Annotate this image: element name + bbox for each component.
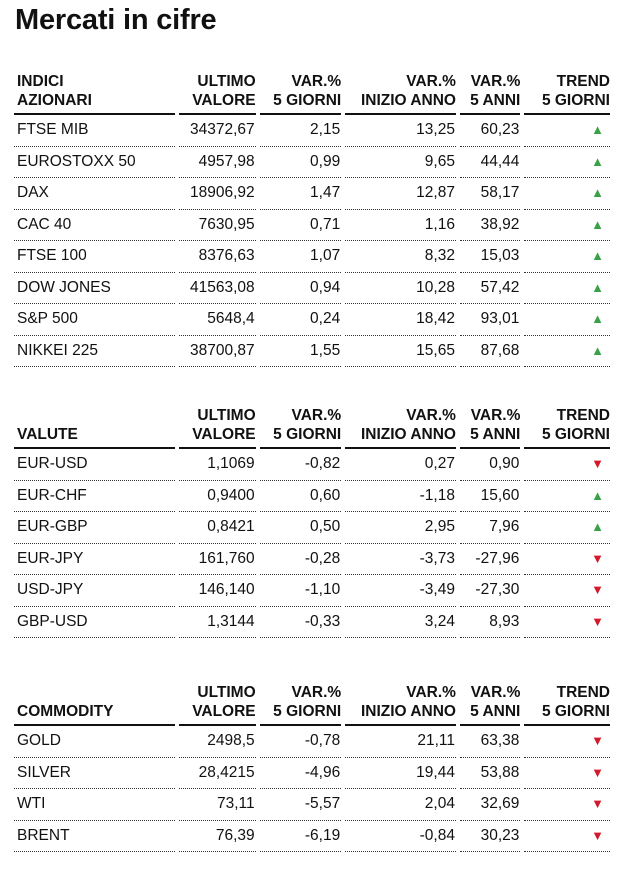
cell-varanno: 21,11 — [345, 726, 456, 758]
cell-trend — [524, 544, 610, 576]
table-row — [14, 726, 610, 758]
trend-up-icon: ▲ — [591, 487, 604, 503]
row-name: GBP-USD — [14, 607, 175, 639]
cell-varanno: 1,16 — [345, 210, 456, 242]
column-header-line: ULTIMO — [197, 73, 256, 90]
table-row — [14, 449, 610, 481]
cell-varanno: 18,42 — [345, 304, 456, 336]
cell-ultimo: 5648,4 — [179, 304, 256, 336]
column-header-line: VAR.% — [470, 407, 521, 424]
column-header-line: INIZIO ANNO — [360, 92, 456, 109]
column-header-line: VAR.% — [291, 684, 342, 701]
cell-trend — [524, 210, 610, 242]
cell-trend — [524, 336, 610, 368]
column-header-line: 5 GIORNI — [273, 426, 342, 443]
column-header-line: VALORE — [192, 92, 256, 109]
cell-var5g: -6,19 — [260, 821, 342, 853]
cell-varanno: 3,24 — [345, 607, 456, 639]
column-header-line: VALORE — [192, 426, 256, 443]
cell-var5a: 53,88 — [460, 758, 520, 790]
row-name: EUR-USD — [14, 449, 175, 481]
cell-varanno: -3,73 — [345, 544, 456, 576]
cell-var5g: 0,50 — [260, 512, 342, 544]
column-header-ultimo — [179, 72, 256, 115]
section-commodity — [14, 683, 610, 852]
cell-var5g: 1,07 — [260, 241, 342, 273]
column-header-var5g — [260, 406, 342, 449]
cell-ultimo: 38700,87 — [179, 336, 256, 368]
cell-var5a: -27,30 — [460, 575, 520, 607]
column-header-line: 5 GIORNI — [273, 92, 342, 109]
column-header-line: TREND — [556, 684, 610, 701]
column-header-varanno — [345, 406, 456, 449]
cell-var5g: 0,94 — [260, 273, 342, 305]
cell-ultimo: 1,1069 — [179, 449, 256, 481]
row-name: EUR-JPY — [14, 544, 175, 576]
table-row — [14, 147, 610, 179]
cell-var5a: 7,96 — [460, 512, 520, 544]
table-row — [14, 115, 610, 147]
cell-var5g: -1,10 — [260, 575, 342, 607]
trend-down-icon: ▼ — [591, 764, 604, 780]
row-name: EUROSTOXX 50 — [14, 147, 175, 179]
row-name: CAC 40 — [14, 210, 175, 242]
cell-ultimo: 0,8421 — [179, 512, 256, 544]
cell-var5g: 0,24 — [260, 304, 342, 336]
cell-ultimo: 1,3144 — [179, 607, 256, 639]
column-header-line: 5 GIORNI — [541, 703, 610, 720]
cell-var5a: 15,60 — [460, 481, 520, 513]
cell-trend — [524, 481, 610, 513]
cell-trend — [524, 304, 610, 336]
trend-up-icon: ▲ — [591, 216, 604, 232]
cell-var5a: 58,17 — [460, 178, 520, 210]
cell-ultimo: 34372,67 — [179, 115, 256, 147]
column-header-line: 5 GIORNI — [541, 92, 610, 109]
column-header-line: VAR.% — [406, 407, 456, 424]
section-title-line: COMMODITY — [17, 703, 114, 720]
column-header-varanno — [345, 72, 456, 115]
trend-down-icon: ▼ — [591, 613, 604, 629]
cell-varanno: 2,95 — [345, 512, 456, 544]
column-header-line: ULTIMO — [197, 407, 256, 424]
cell-varanno: 0,27 — [345, 449, 456, 481]
column-header-varanno — [345, 683, 456, 726]
section-title — [14, 406, 175, 449]
row-name: GOLD — [14, 726, 175, 758]
table-row — [14, 178, 610, 210]
section-title-line: INDICI — [17, 73, 64, 90]
column-header-line: VAR.% — [406, 684, 456, 701]
column-header-trend — [524, 683, 610, 726]
column-header-var5a — [460, 683, 520, 726]
cell-varanno: 9,65 — [345, 147, 456, 179]
cell-var5g: 1,47 — [260, 178, 342, 210]
cell-ultimo: 146,140 — [179, 575, 256, 607]
cell-var5a: 87,68 — [460, 336, 520, 368]
cell-ultimo: 0,9400 — [179, 481, 256, 513]
table-row — [14, 336, 610, 368]
cell-ultimo: 4957,98 — [179, 147, 256, 179]
cell-ultimo: 18906,92 — [179, 178, 256, 210]
cell-varanno: 10,28 — [345, 273, 456, 305]
table-row — [14, 512, 610, 544]
cell-varanno: -1,18 — [345, 481, 456, 513]
row-name: BRENT — [14, 821, 175, 853]
trend-up-icon: ▲ — [591, 248, 604, 264]
column-header-line: VAR.% — [470, 684, 521, 701]
column-header-line: 5 GIORNI — [541, 426, 610, 443]
cell-var5a: 15,03 — [460, 241, 520, 273]
trend-up-icon: ▲ — [591, 311, 604, 327]
section-indici-azionari — [14, 72, 610, 367]
cell-var5g: -0,78 — [260, 726, 342, 758]
page-title: Mercati in cifre — [15, 4, 217, 36]
cell-var5a: 60,23 — [460, 115, 520, 147]
cell-ultimo: 161,760 — [179, 544, 256, 576]
trend-up-icon: ▲ — [591, 185, 604, 201]
row-name: EUR-CHF — [14, 481, 175, 513]
trend-down-icon: ▼ — [591, 456, 604, 472]
cell-var5a: 30,23 — [460, 821, 520, 853]
column-header-var5g — [260, 683, 342, 726]
cell-trend — [524, 241, 610, 273]
cell-var5g: 1,55 — [260, 336, 342, 368]
cell-trend — [524, 758, 610, 790]
column-header-var5a — [460, 406, 520, 449]
cell-varanno: -3,49 — [345, 575, 456, 607]
column-header-line: VAR.% — [406, 73, 456, 90]
cell-ultimo: 76,39 — [179, 821, 256, 853]
header-row — [14, 406, 610, 449]
column-header-line: 5 GIORNI — [273, 703, 342, 720]
trend-up-icon: ▲ — [591, 122, 604, 138]
row-name: FTSE MIB — [14, 115, 175, 147]
trend-up-icon: ▲ — [591, 519, 604, 535]
column-header-line: VAR.% — [291, 73, 342, 90]
row-name: DOW JONES — [14, 273, 175, 305]
cell-trend — [524, 726, 610, 758]
header-row — [14, 72, 610, 115]
cell-ultimo: 41563,08 — [179, 273, 256, 305]
table-row — [14, 821, 610, 853]
table-row — [14, 607, 610, 639]
cell-ultimo: 8376,63 — [179, 241, 256, 273]
cell-varanno: 2,04 — [345, 789, 456, 821]
column-header-line: 5 ANNI — [470, 92, 521, 109]
cell-trend — [524, 575, 610, 607]
cell-trend — [524, 512, 610, 544]
cell-var5a: 8,93 — [460, 607, 520, 639]
cell-trend — [524, 178, 610, 210]
column-header-ultimo — [179, 683, 256, 726]
table-row — [14, 241, 610, 273]
cell-trend — [524, 821, 610, 853]
market-table — [10, 72, 614, 367]
cell-var5g: -5,57 — [260, 789, 342, 821]
column-header-line: 5 ANNI — [470, 426, 521, 443]
table-row — [14, 210, 610, 242]
cell-var5a: 93,01 — [460, 304, 520, 336]
cell-varanno: 19,44 — [345, 758, 456, 790]
cell-ultimo: 7630,95 — [179, 210, 256, 242]
row-name: EUR-GBP — [14, 512, 175, 544]
trend-down-icon: ▼ — [591, 796, 604, 812]
cell-trend — [524, 147, 610, 179]
table-row — [14, 575, 610, 607]
cell-trend — [524, 115, 610, 147]
cell-varanno: 8,32 — [345, 241, 456, 273]
table-row — [14, 304, 610, 336]
row-name: NIKKEI 225 — [14, 336, 175, 368]
market-table — [10, 406, 614, 638]
cell-var5a: 38,92 — [460, 210, 520, 242]
column-header-var5a — [460, 72, 520, 115]
cell-varanno: 12,87 — [345, 178, 456, 210]
trend-down-icon: ▼ — [591, 827, 604, 843]
cell-var5a: 57,42 — [460, 273, 520, 305]
cell-ultimo: 2498,5 — [179, 726, 256, 758]
trend-up-icon: ▲ — [591, 342, 604, 358]
cell-var5g: -0,82 — [260, 449, 342, 481]
cell-var5g: 0,99 — [260, 147, 342, 179]
trend-down-icon: ▼ — [591, 550, 604, 566]
column-header-ultimo — [179, 406, 256, 449]
column-header-var5g — [260, 72, 342, 115]
table-row — [14, 273, 610, 305]
table-row — [14, 481, 610, 513]
cell-var5g: 0,71 — [260, 210, 342, 242]
cell-var5a: 63,38 — [460, 726, 520, 758]
cell-varanno: 13,25 — [345, 115, 456, 147]
section-title-line: AZIONARI — [17, 92, 92, 109]
cell-varanno: -0,84 — [345, 821, 456, 853]
trend-up-icon: ▲ — [591, 279, 604, 295]
column-header-line: VALORE — [192, 703, 256, 720]
row-name: DAX — [14, 178, 175, 210]
column-header-line: INIZIO ANNO — [360, 703, 456, 720]
column-header-line: VAR.% — [470, 73, 521, 90]
cell-ultimo: 73,11 — [179, 789, 256, 821]
column-header-line: TREND — [556, 407, 610, 424]
section-title-line: VALUTE — [17, 426, 78, 443]
row-name: SILVER — [14, 758, 175, 790]
cell-ultimo: 28,4215 — [179, 758, 256, 790]
cell-var5g: -0,33 — [260, 607, 342, 639]
section-valute — [14, 406, 610, 638]
cell-trend — [524, 607, 610, 639]
header-row — [14, 683, 610, 726]
column-header-line: ULTIMO — [197, 684, 256, 701]
table-row — [14, 789, 610, 821]
column-header-line: INIZIO ANNO — [360, 426, 456, 443]
section-title — [14, 72, 175, 115]
cell-var5a: 0,90 — [460, 449, 520, 481]
column-header-line: 5 ANNI — [470, 703, 521, 720]
row-name: FTSE 100 — [14, 241, 175, 273]
cell-var5g: 2,15 — [260, 115, 342, 147]
column-header-trend — [524, 72, 610, 115]
market-table — [10, 683, 614, 852]
row-name: WTI — [14, 789, 175, 821]
cell-trend — [524, 449, 610, 481]
cell-var5a: -27,96 — [460, 544, 520, 576]
cell-var5g: -0,28 — [260, 544, 342, 576]
cell-var5a: 32,69 — [460, 789, 520, 821]
row-name: S&P 500 — [14, 304, 175, 336]
row-name: USD-JPY — [14, 575, 175, 607]
trend-down-icon: ▼ — [591, 733, 604, 749]
trend-up-icon: ▲ — [591, 153, 604, 169]
cell-varanno: 15,65 — [345, 336, 456, 368]
cell-var5a: 44,44 — [460, 147, 520, 179]
section-title — [14, 683, 175, 726]
cell-trend — [524, 789, 610, 821]
column-header-line: TREND — [556, 73, 610, 90]
cell-var5g: -4,96 — [260, 758, 342, 790]
column-header-line: VAR.% — [291, 407, 342, 424]
table-row — [14, 758, 610, 790]
trend-down-icon: ▼ — [591, 582, 604, 598]
column-header-trend — [524, 406, 610, 449]
table-row — [14, 544, 610, 576]
cell-trend — [524, 273, 610, 305]
cell-var5g: 0,60 — [260, 481, 342, 513]
